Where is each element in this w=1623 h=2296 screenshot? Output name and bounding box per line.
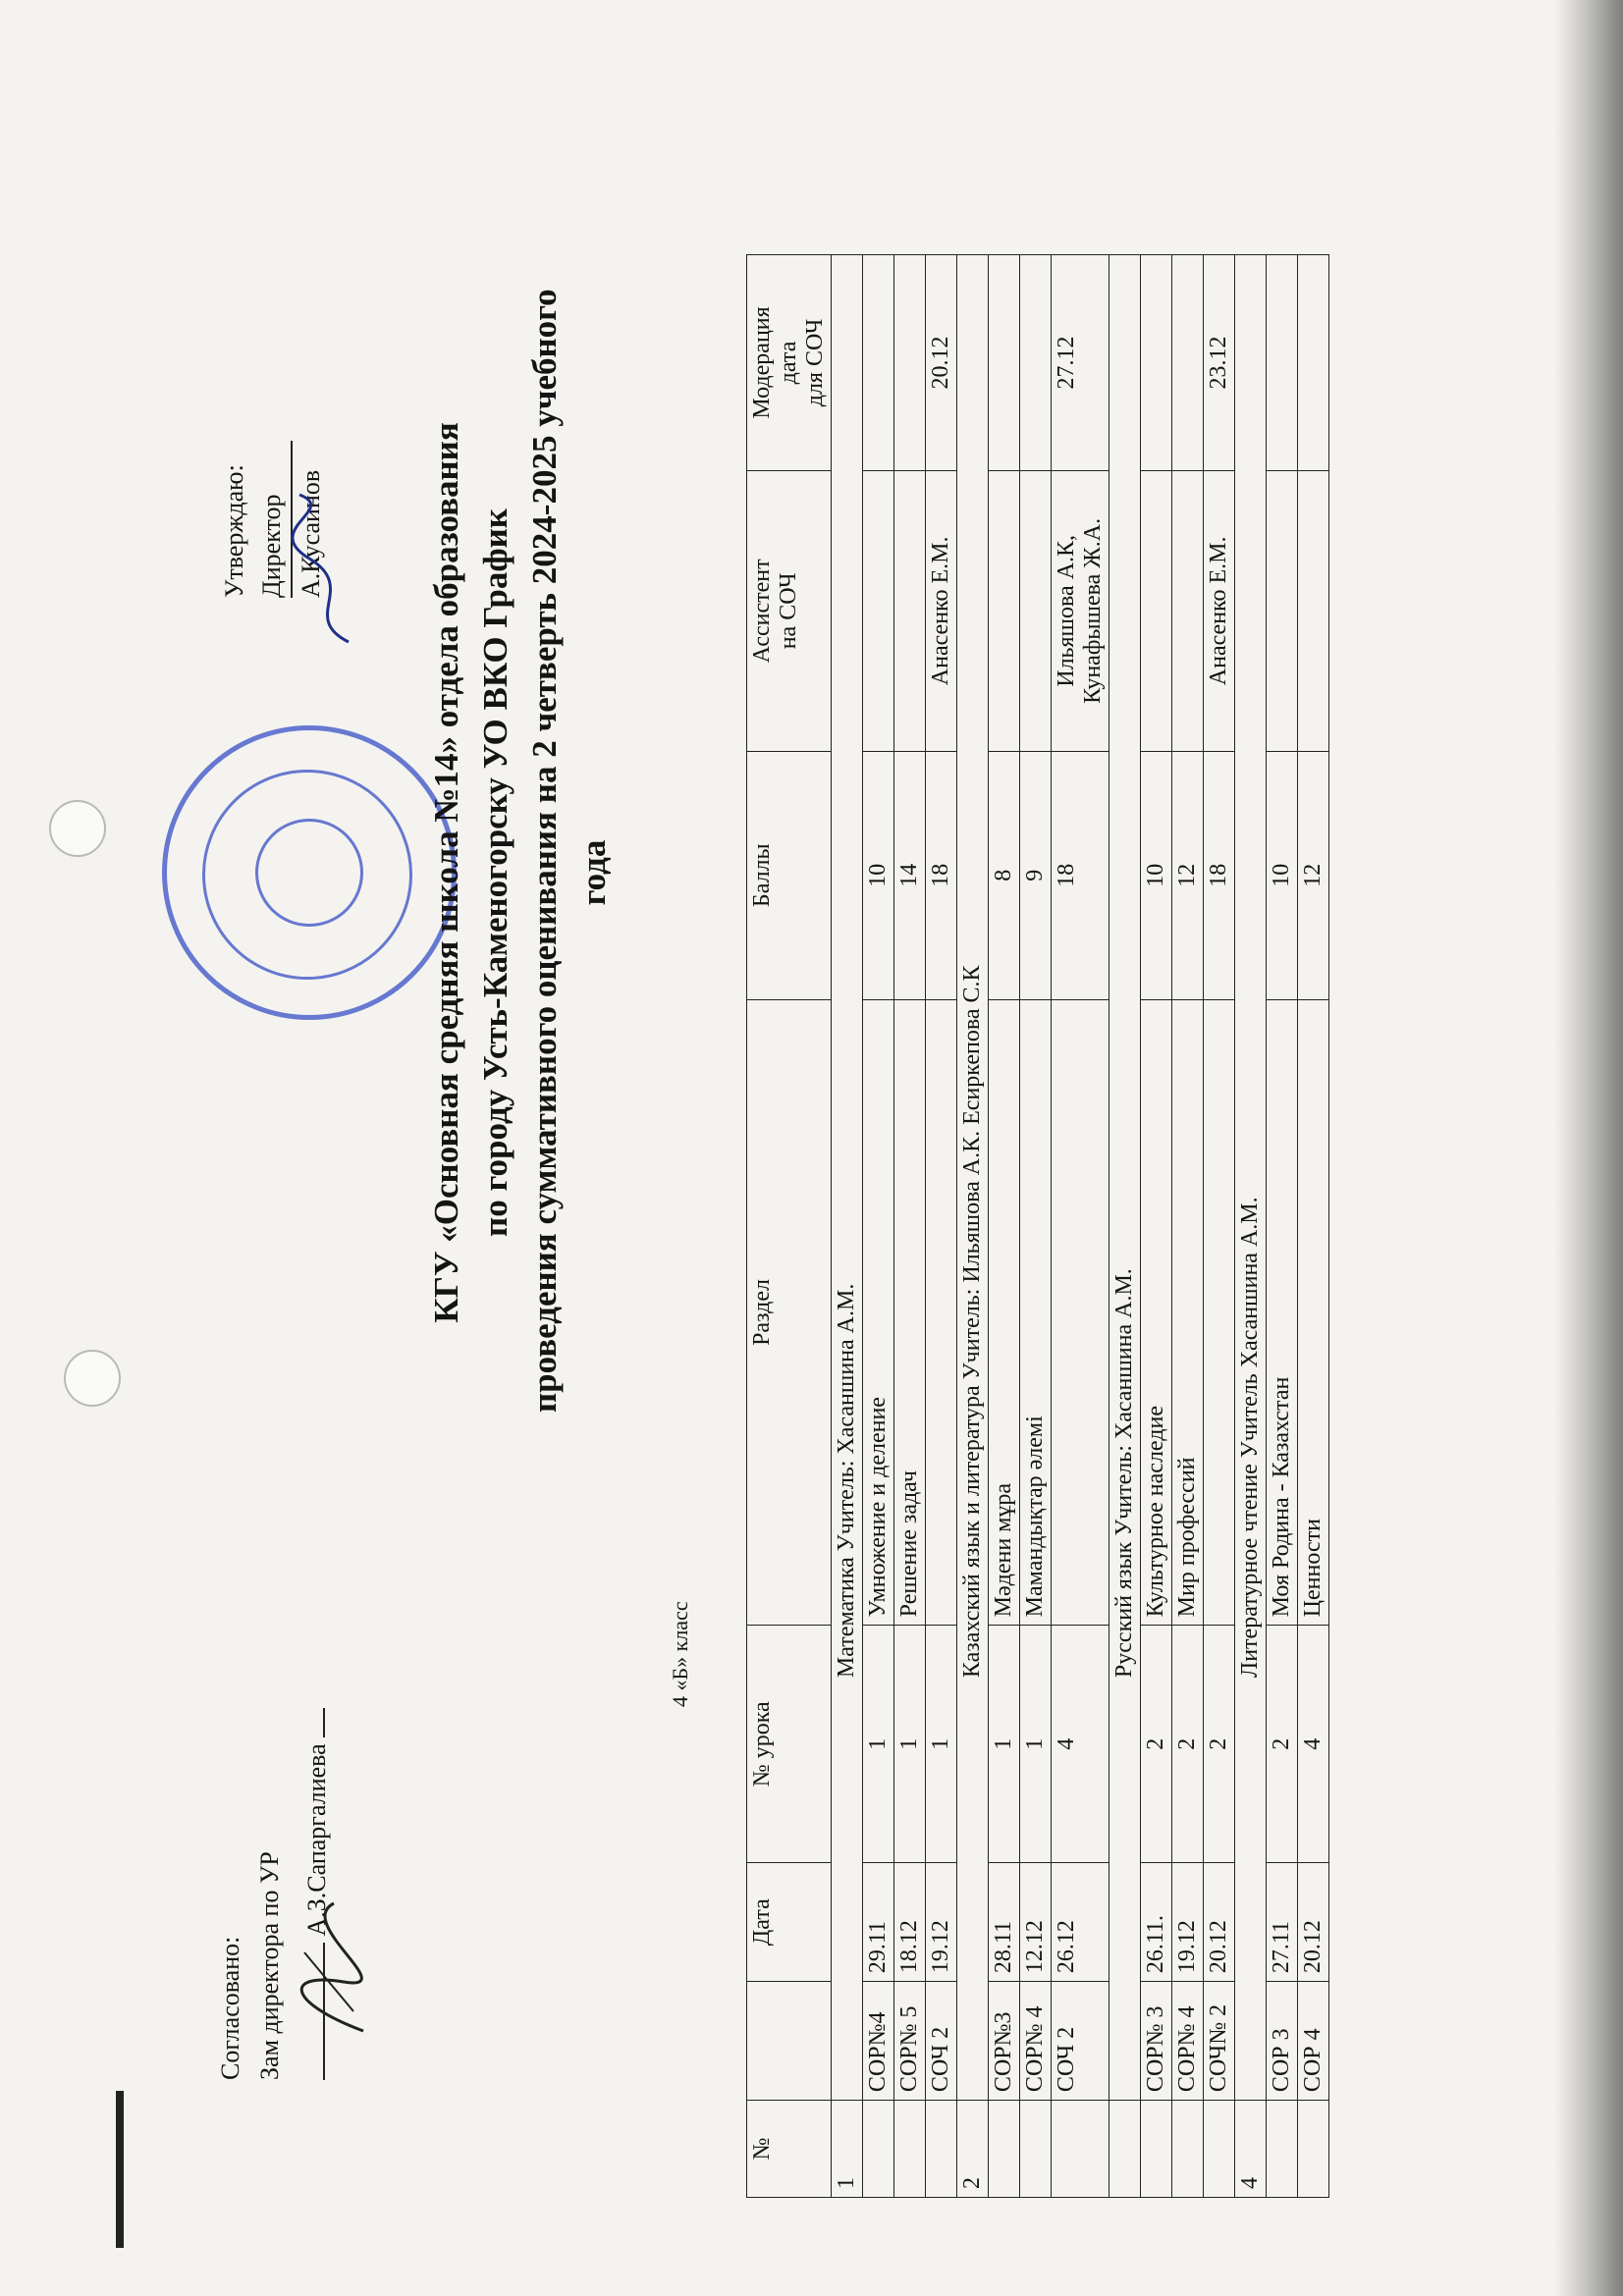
moderation-cell [1020,255,1052,471]
lesson-cell: 4 [1298,1626,1329,1863]
assessment-type: СОР 3 [1267,1982,1298,2101]
num-cell [1172,2101,1204,2198]
assistant-cell [1020,470,1052,751]
handwritten-signature [275,1894,392,2041]
assistant-cell: Анасенко Е.М. [926,470,957,751]
topic-cell: Умножение и деление [863,999,894,1626]
table-row [1141,255,1172,2198]
approve-name: А.Кусаинов [297,469,325,598]
table-row [926,255,957,2198]
section-number [1109,2101,1141,2198]
assistant-cell [1267,470,1298,751]
section-number: 1 [832,2101,863,2198]
topic-cell [926,999,957,1626]
lesson-cell: 4 [1052,1626,1109,1863]
topic-cell: Моя Родина - Казахстан [1267,999,1298,1626]
num-cell [1204,2101,1235,2198]
section-row [1235,255,1267,2198]
col-header-topic: Раздел [747,999,832,1626]
approve-title: Утверждаю: [220,464,248,598]
table-row [1267,255,1298,2198]
score-cell: 10 [1267,751,1298,999]
moderation-cell: 27.12 [1052,255,1109,471]
assessment-type: СОР№ 5 [894,1982,926,2101]
lesson-cell: 2 [1267,1626,1298,1863]
num-cell [1298,2101,1329,2198]
score-cell: 14 [894,751,926,999]
moderation-cell [1267,255,1298,471]
section-number: 2 [957,2101,989,2198]
col-header-moderation: Модерация дата для СОЧ [747,255,832,471]
lesson-cell: 1 [1020,1626,1052,1863]
assistant-cell [1172,470,1204,751]
table-row [1204,255,1235,2198]
date-cell: 20.12 [1298,1863,1329,1982]
assessment-type: СОР№ 3 [1141,1982,1172,2101]
topic-cell: Мир профессий [1172,999,1204,1626]
date-cell: 19.12 [926,1863,957,1982]
date-cell: 26.12 [1052,1863,1109,1982]
table-row [894,255,926,2198]
section-row [1109,255,1141,2198]
score-cell: 10 [1141,751,1172,999]
section-title: Русский язык Учитель: Хасаншина А.М. [1109,255,1141,2101]
section-title: Математика Учитель: Хасаншина А.М. [832,255,863,2101]
section-title: Казахский язык и литература Учитель: Ильяшова А.К. Есиркепова С.К [957,255,989,2101]
col-header-score: Баллы [747,751,832,999]
date-cell: 12.12 [1020,1863,1052,1982]
date-cell: 29.11 [863,1863,894,1982]
score-cell: 18 [1204,751,1235,999]
signature-underline [323,1708,325,1737]
table-header-row [747,255,832,2198]
official-seal [162,725,457,1020]
agreed-name: А.З.Сапаргалиева [302,1743,331,1937]
num-cell [894,2101,926,2198]
approve-role: Директор [257,494,286,598]
col-header-lesson: № урока [747,1626,832,1863]
assistant-cell: Ильяшова А.К, Кунафышева Ж.А. [1052,470,1109,751]
num-cell [989,2101,1020,2198]
assessment-type: СОР№ 4 [1172,1982,1204,2101]
topic-cell [1204,999,1235,1626]
class-label: 4 «Б» класс [668,1601,692,1707]
assessment-type: СОЧ 2 [926,1982,957,2101]
table-row [1172,255,1204,2198]
topic-cell: Мамандықтар әлемі [1020,999,1052,1626]
document-title [422,289,619,1413]
assessment-type: СОР№ 4 [1020,1982,1052,2101]
agreed-role: Зам директора по УР [255,1851,284,2080]
table-row [863,255,894,2198]
assistant-cell [989,470,1020,751]
num-cell [926,2101,957,2198]
lesson-cell: 2 [1204,1626,1235,1863]
date-cell: 20.12 [1204,1863,1235,1982]
topic-cell: Культурное наследие [1141,999,1172,1626]
num-cell [1267,2101,1298,2198]
title-line-4: года [574,839,613,906]
score-cell: 18 [926,751,957,999]
topic-cell [1052,999,1109,1626]
assistant-cell: Анасенко Е.М. [1204,470,1235,751]
table-row [1052,255,1109,2198]
lesson-cell: 2 [1141,1626,1172,1863]
section-title: Литературное чтение Учитель Хасаншина А.М. [1235,255,1267,2101]
num-cell [1020,2101,1052,2198]
assessment-type: СОЧ 2 [1052,1982,1109,2101]
lesson-cell: 2 [1172,1626,1204,1863]
col-header-assistant: Ассистент на СОЧ [747,470,832,751]
lesson-cell: 1 [926,1626,957,1863]
moderation-cell: 23.12 [1204,255,1235,471]
date-cell: 27.11 [1267,1863,1298,1982]
agreed-title: Согласовано: [216,1936,244,2080]
col-header-type [747,1982,832,2101]
section-number: 4 [1235,2101,1267,2198]
score-cell: 12 [1172,751,1204,999]
title-line-2: по городу Усть-Каменогорску УО ВКО График [476,508,514,1237]
title-line-1: КГУ «Основная средняя школа №14» отдела образования [427,422,465,1323]
moderation-cell [989,255,1020,471]
topic-cell: Мәдени мұра [989,999,1020,1626]
table-row [1020,255,1052,2198]
score-cell: 8 [989,751,1020,999]
topic-cell: Решение задач [894,999,926,1626]
lesson-cell: 1 [989,1626,1020,1863]
assessment-type: СОЧ№ 2 [1204,1982,1235,2101]
assistant-cell [1298,470,1329,751]
num-cell [863,2101,894,2198]
moderation-cell [863,255,894,471]
table-row [1298,255,1329,2198]
score-cell: 10 [863,751,894,999]
moderation-cell [1298,255,1329,471]
assistant-cell [863,470,894,751]
assessment-type: СОР№4 [863,1982,894,2101]
score-cell: 12 [1298,751,1329,999]
director-signature [280,490,377,647]
table-row [989,255,1020,2198]
date-cell: 26.11. [1141,1863,1172,1982]
moderation-cell: 20.12 [926,255,957,471]
date-cell: 19.12 [1172,1863,1204,1982]
moderation-cell [894,255,926,471]
date-cell: 28.11 [989,1863,1020,1982]
section-row [957,255,989,2198]
score-cell: 9 [1020,751,1052,999]
col-header-num: № [747,2101,832,2198]
schedule-table [746,254,1329,2198]
assistant-cell [1141,470,1172,751]
lesson-cell: 1 [863,1626,894,1863]
score-cell: 18 [1052,751,1109,999]
lesson-cell: 1 [894,1626,926,1863]
num-cell [1052,2101,1109,2198]
section-row [832,255,863,2198]
col-header-date: Дата [747,1863,832,1982]
title-line-3: проведения суммативного оценивания на 2 четверть 2024-2025 учебного [525,289,564,1413]
date-cell: 18.12 [894,1863,926,1982]
assessment-type: СОР 4 [1298,1982,1329,2101]
topic-cell: Ценности [1298,999,1329,1626]
moderation-cell [1141,255,1172,471]
assistant-cell [894,470,926,751]
assessment-type: СОР№3 [989,1982,1020,2101]
moderation-cell [1172,255,1204,471]
num-cell [1141,2101,1172,2198]
